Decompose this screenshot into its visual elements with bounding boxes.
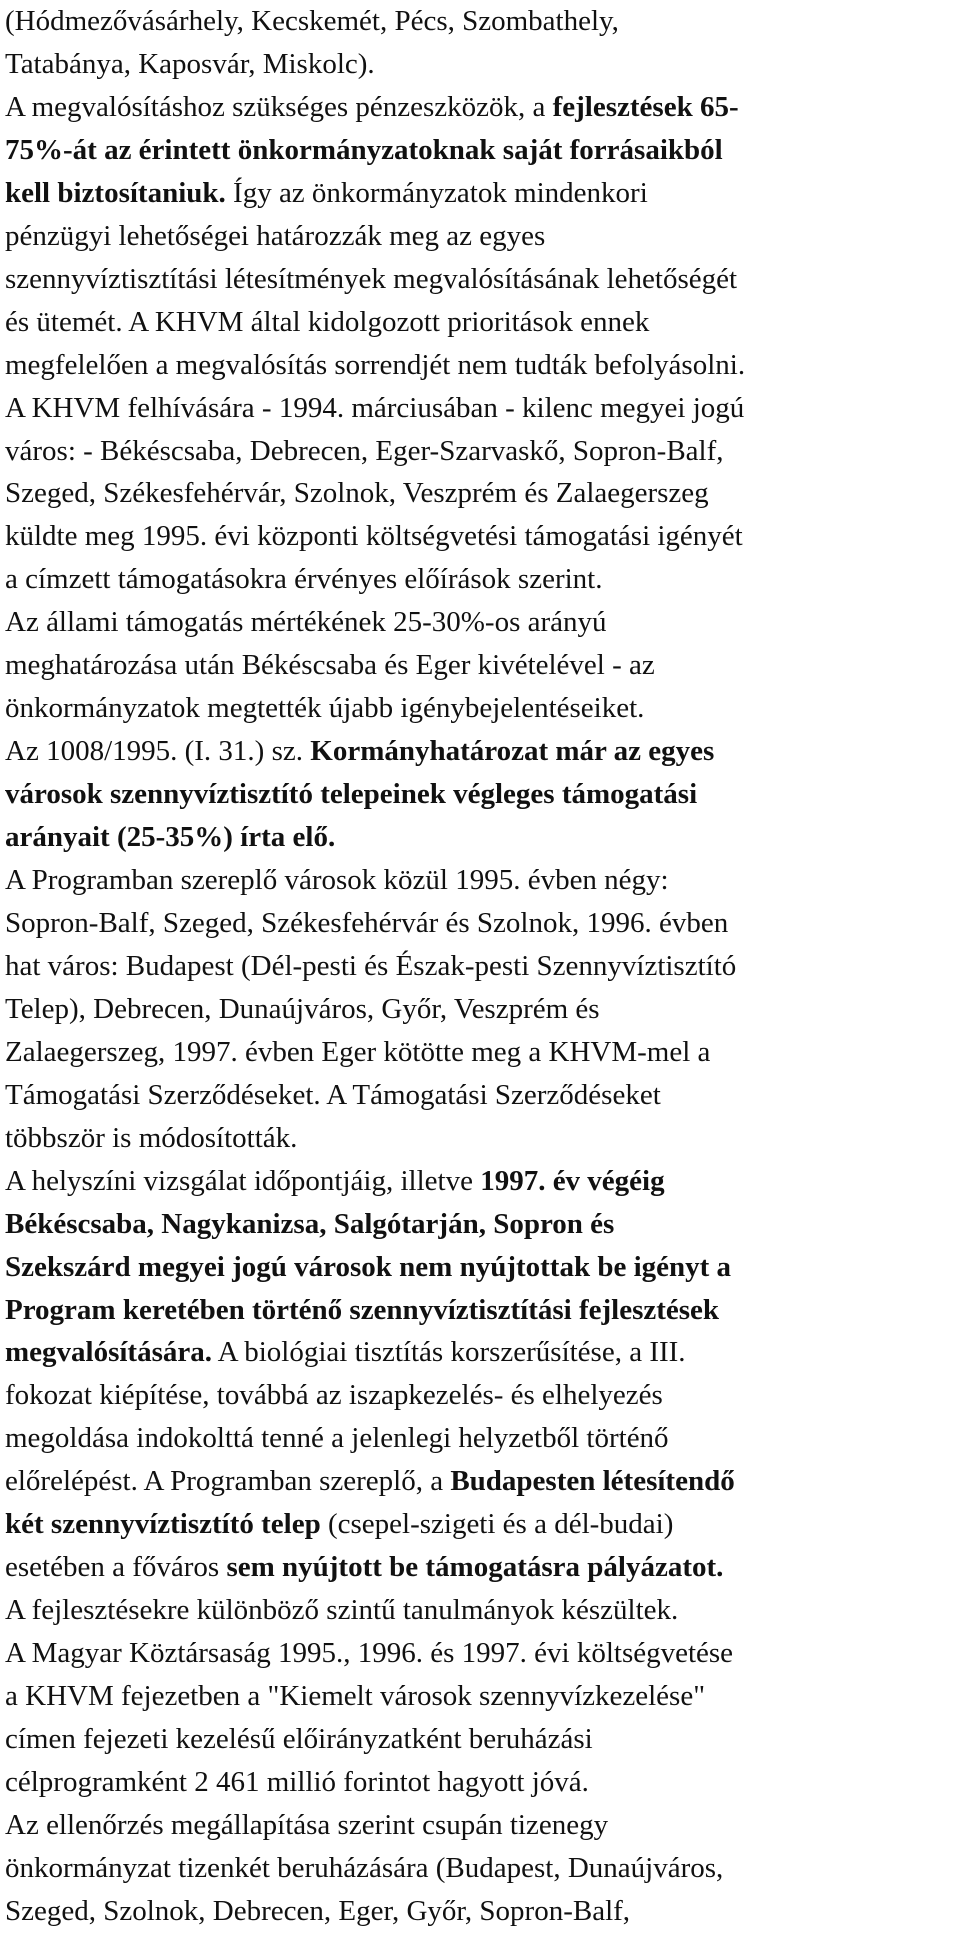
text-line — [5, 41, 375, 87]
text-line — [5, 986, 600, 1032]
text-run: (Hódmezővásárhely, Kecskemét, Pécs, Szombathely, — [5, 5, 619, 37]
text-run: és ütemét. A KHVM által kidolgozott prioritások ennek — [5, 305, 650, 338]
text-line — [5, 1630, 733, 1676]
text-run: Szeged, Szolnok, Debrecen, Eger, Győr, Sopron-Balf, — [5, 1894, 631, 1927]
text-run: megoldása indokolttá tenné a jelenlegi helyzetből történő — [5, 1422, 669, 1455]
text-line — [5, 556, 602, 602]
text-run: hat város: Budapest (Dél-pesti és Észak-pesti Szennyvíztisztító — [5, 949, 737, 982]
text-line — [5, 1845, 723, 1891]
text-line — [5, 1372, 663, 1418]
text-line — [5, 0, 619, 44]
text-line — [5, 1544, 723, 1590]
text-run: Zalaegerszeg, 1997. évben Eger kötötte meg a KHVM-mel a — [5, 1035, 711, 1068]
text-run: Az állami támogatás mértékének 25-30%-os arányú — [5, 606, 607, 639]
text-run: Szeged, Székesfehérvár, Szolnok, Veszprém és Zalaegerszeg — [5, 477, 709, 510]
text-line — [5, 1759, 589, 1805]
text-line — [5, 1587, 678, 1633]
text-line — [5, 127, 723, 173]
text-line — [5, 1716, 593, 1762]
text-line — [5, 1244, 731, 1290]
text-run: esetében a főváros — [5, 1551, 227, 1584]
text-line — [5, 470, 709, 516]
bold-text-run: két szennyvíztisztító telep — [5, 1508, 321, 1541]
text-run: szennyvíztisztítási létesítmények megvalósításának lehetőségét — [5, 262, 738, 295]
text-run: Az ellenőrzés megállapítása szerint csupán tizenegy — [5, 1808, 609, 1841]
text-run: címen fejezeti kezelésű előirányzatként beruházási — [5, 1723, 593, 1755]
text-line — [5, 385, 744, 431]
text-run: Támogatási Szerződéseket. A Támogatási Szerződéseket — [5, 1078, 661, 1111]
text-line — [5, 1115, 297, 1161]
bold-text-run: Budapesten létesítendő — [450, 1465, 735, 1498]
text-line — [5, 814, 335, 860]
text-line — [5, 685, 644, 731]
text-line — [5, 943, 736, 989]
text-run: Sopron-Balf, Szeged, Székesfehérvár és Szolnok, 1996. évben — [5, 906, 729, 939]
text-line — [5, 771, 697, 817]
text-line — [5, 513, 743, 559]
text-line — [5, 170, 648, 216]
text-run: meghatározása után Békéscsaba és Eger kivételével - az — [5, 649, 655, 682]
text-line — [5, 900, 728, 946]
text-run: Tatabánya, Kaposvár, Miskolc). — [5, 47, 375, 80]
text-run: A Programban szereplő városok közül 1995. évben négy: — [5, 864, 669, 896]
text-run: a KHVM fejezetben a "Kiemelt városok szennyvízkezelése" — [5, 1680, 706, 1713]
bold-text-run: 1997. év végéig — [480, 1164, 665, 1197]
text-run: Az 1008/1995. (I. 31.) sz. — [5, 735, 311, 768]
bold-text-run: Békéscsaba, Nagykanizsa, Salgótarján, Sopron és — [5, 1207, 615, 1240]
bold-text-run: fejlesztések 65- — [552, 90, 739, 123]
text-run: önkormányzat tizenkét beruházására (Budapest, Dunaújváros, — [5, 1851, 724, 1884]
text-line — [5, 642, 655, 688]
text-run: előrelépést. A Programban szereplő, a — [5, 1465, 451, 1498]
text-line — [5, 1501, 673, 1547]
text-line — [5, 1029, 710, 1075]
text-line — [5, 1072, 661, 1118]
text-line — [5, 1287, 719, 1333]
text-run: A Magyar Köztársaság 1995., 1996. és 1997. évi költségvetése — [5, 1637, 734, 1670]
text-line — [5, 728, 714, 774]
text-line — [5, 342, 745, 388]
text-line — [5, 1329, 686, 1375]
text-line — [5, 428, 724, 474]
text-run: pénzügyi lehetőségei határozzák meg az egyes — [5, 219, 546, 252]
bold-text-run: Szekszárd megyei jogú városok nem nyújtottak be igényt a — [5, 1250, 732, 1283]
text-line — [5, 213, 545, 259]
text-line — [5, 256, 737, 302]
bold-text-run: kell biztosítaniuk. — [5, 176, 226, 209]
text-line — [5, 1415, 669, 1461]
text-run: A helyszíni vizsgálat időpontjáig, illetve — [5, 1164, 481, 1197]
text-run: Telep), Debrecen, Dunaújváros, Győr, Veszprém és — [5, 992, 600, 1025]
text-run: megfelelően a megvalósítás sorrendjét nem tudták befolyásolni. — [5, 348, 746, 381]
text-run: Így az önkormányzatok mindenkori — [225, 176, 648, 209]
text-line — [5, 1201, 614, 1247]
text-run: a címzett támogatásokra érvényes előírások szerint. — [5, 563, 603, 596]
bold-text-run: 75%-át az érintett önkormányzatoknak saját forrásaikból — [5, 133, 723, 166]
text-line — [5, 1673, 705, 1719]
bold-text-run: városok szennyvíztisztító telepeinek végleges támogatási — [5, 778, 698, 811]
text-line — [5, 1158, 665, 1204]
text-run: A biológiai tisztítás korszerűsítése, a III. — [212, 1336, 686, 1369]
text-run: fokozat kiépítése, továbbá az iszapkezelés- és elhelyezés — [5, 1379, 663, 1412]
text-run: A fejlesztésekre különböző szintű tanulmányok készültek. — [5, 1594, 679, 1627]
text-line — [5, 299, 649, 345]
text-run: város: - Békéscsaba, Debrecen, Eger-Szarvaskő, Sopron-Balf, — [5, 434, 724, 467]
text-line — [5, 599, 607, 645]
text-run: célprogramként 2 461 millió forintot hagyott jóvá. — [5, 1765, 589, 1798]
text-line — [5, 84, 739, 130]
text-run: (csepel-szigeti és a dél-budai) — [320, 1508, 674, 1541]
bold-text-run: Program keretében történő szennyvíztisztítási fejlesztések — [5, 1293, 720, 1326]
bold-text-run: arányait (25-35%) írta elő. — [5, 821, 336, 854]
text-run: A megvalósításhoz szükséges pénzeszközök, a — [5, 90, 553, 123]
text-run: önkormányzatok megtették újabb igénybejelentéseiket. — [5, 692, 645, 725]
text-line — [5, 1888, 630, 1934]
text-run: küldte meg 1995. évi központi költségvetési támogatási igényét — [5, 520, 743, 553]
text-line — [5, 857, 669, 903]
bold-text-run: megvalósítására. — [5, 1336, 212, 1369]
text-run: többször is módosították. — [5, 1121, 298, 1154]
bold-text-run: Kormányhatározat már az egyes — [310, 735, 715, 768]
bold-text-run: sem nyújtott be támogatásra pályázatot. — [226, 1551, 724, 1584]
text-run: A KHVM felhívására - 1994. márciusában - kilenc megyei jogú — [5, 391, 745, 424]
text-line — [5, 1458, 735, 1504]
text-line — [5, 1802, 608, 1848]
